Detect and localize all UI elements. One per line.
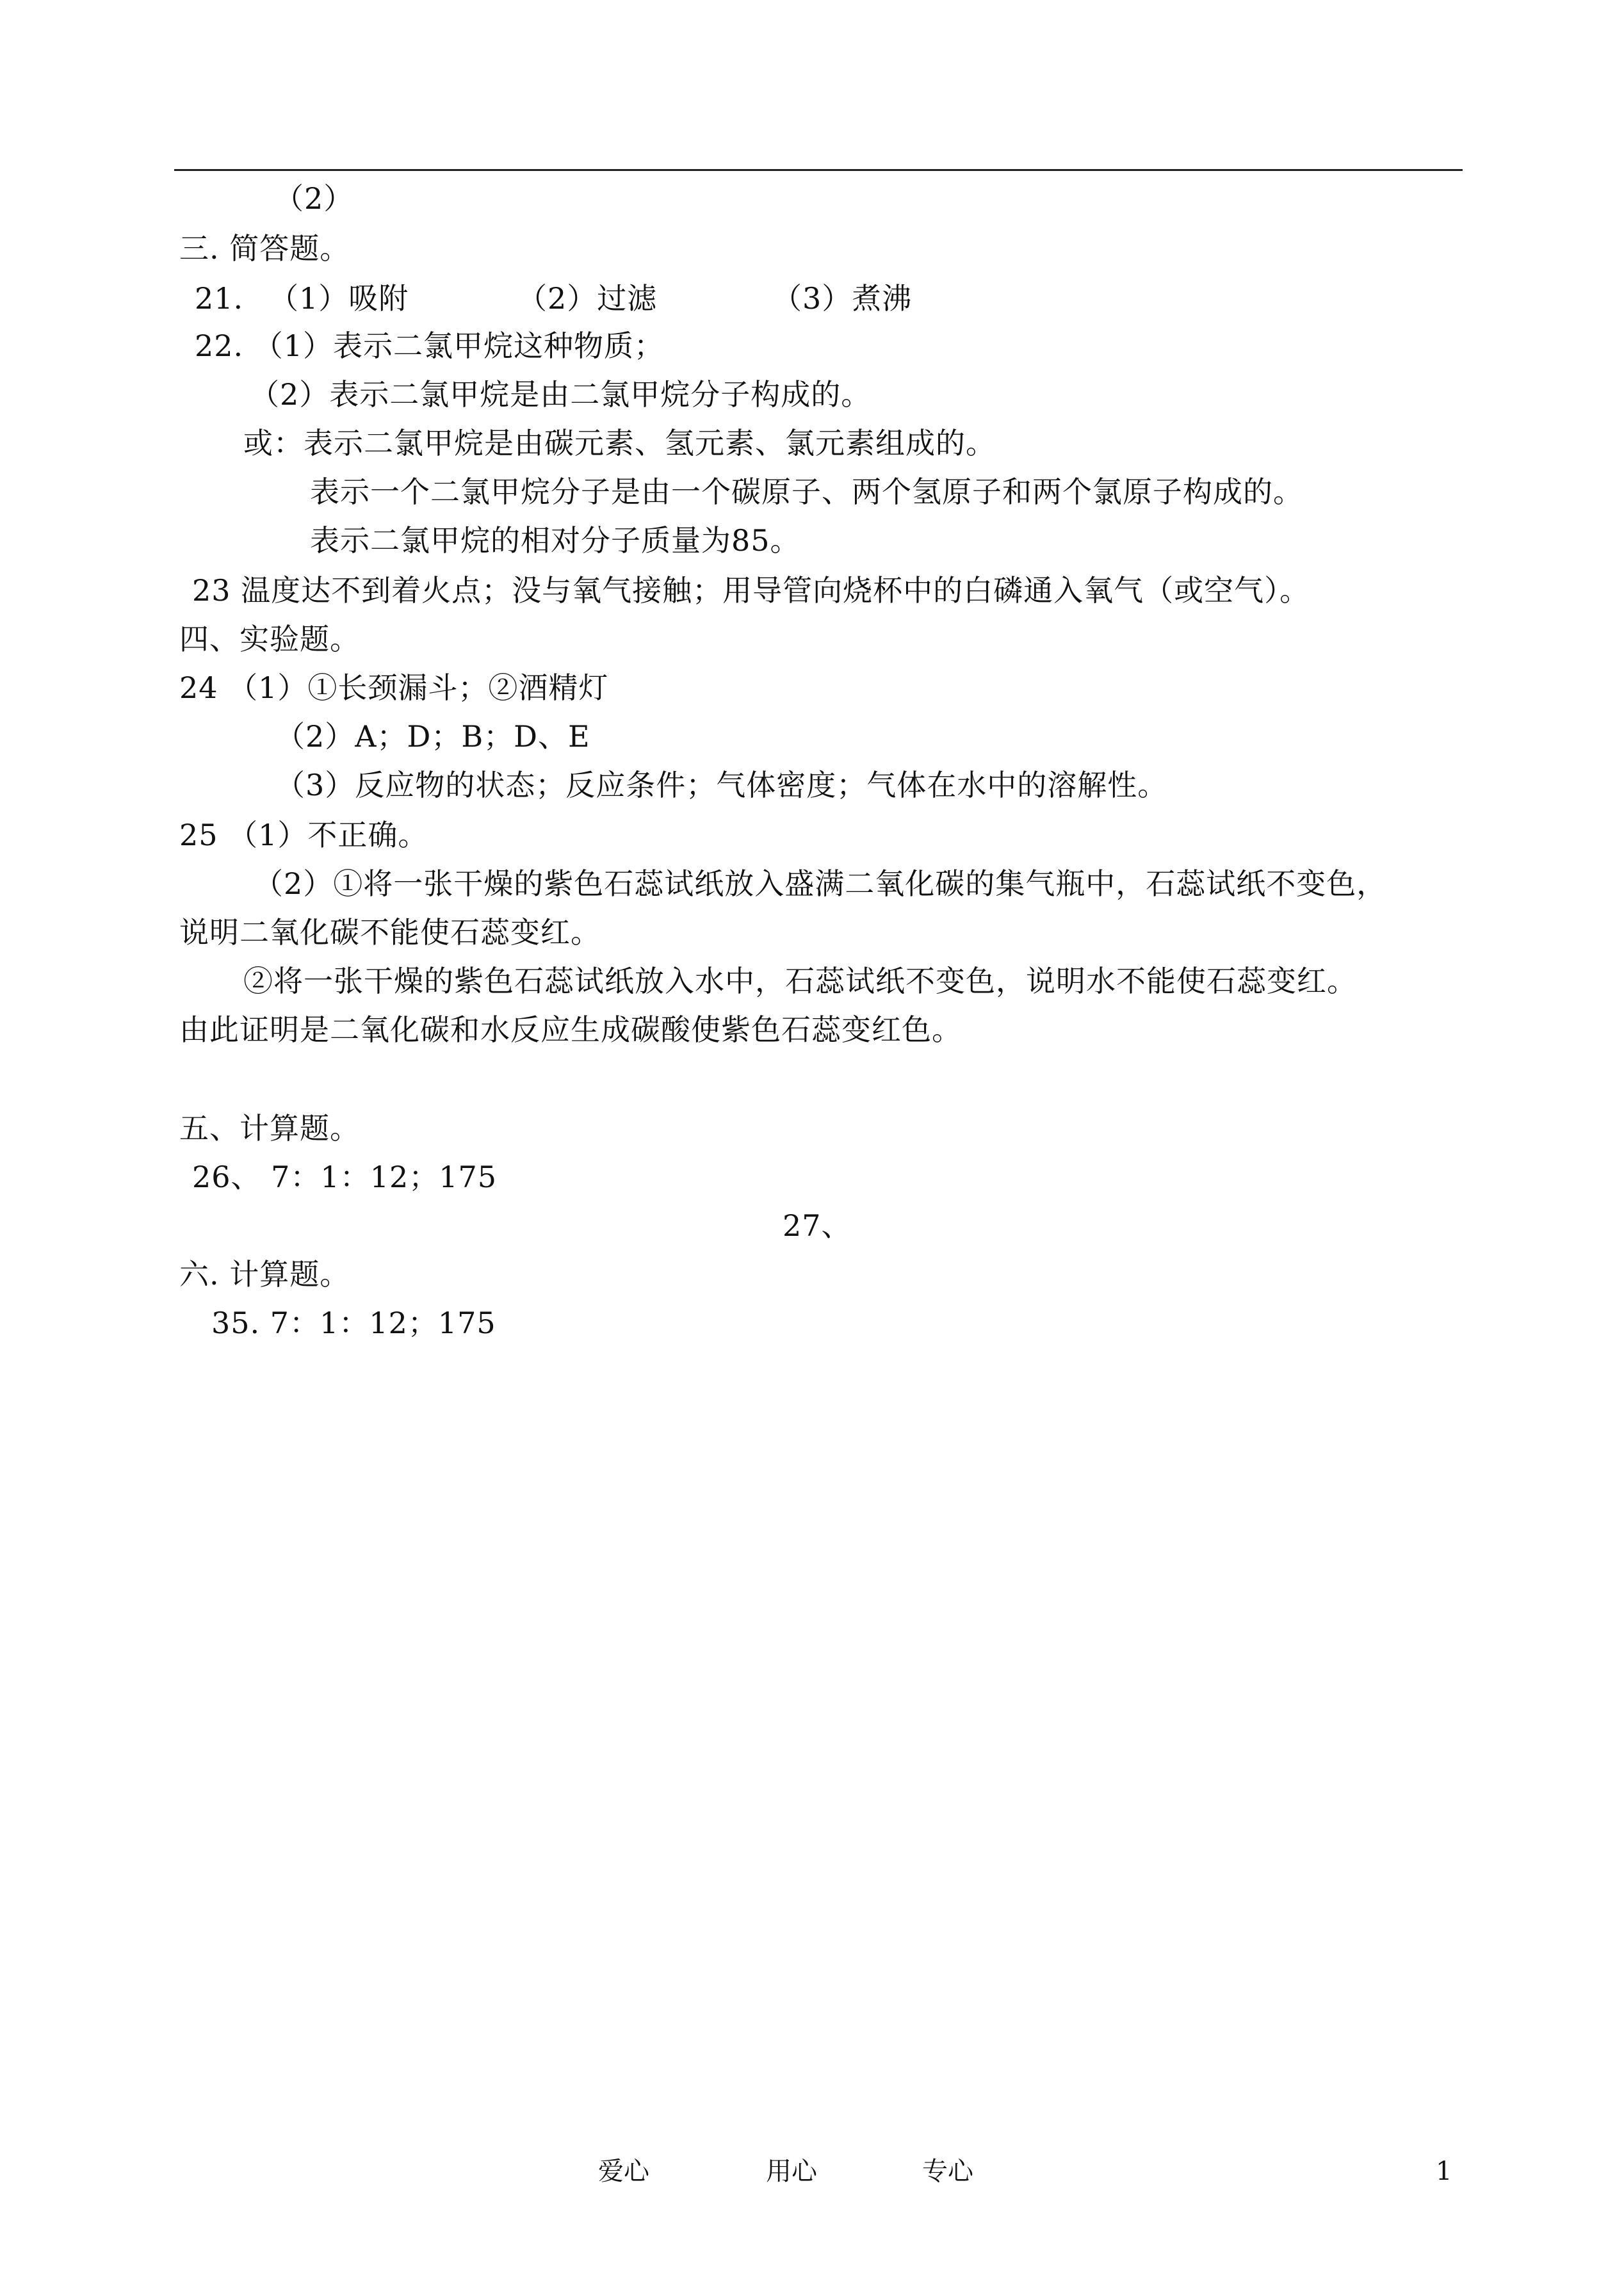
answer-item: （2）过滤 bbox=[517, 281, 658, 316]
header-rule bbox=[174, 169, 1463, 171]
page-number: 1 bbox=[1436, 2157, 1452, 2186]
answer-line: （2）A；D；B；D、E bbox=[275, 719, 590, 754]
footer-motto: 用心 bbox=[766, 2157, 817, 2186]
footer-motto: 专心 bbox=[922, 2157, 973, 2186]
answer-line: 或：表示二氯甲烷是由碳元素、氢元素、氯元素组成的。 bbox=[243, 426, 996, 460]
answer-line: （2）表示二氯甲烷是由二氯甲烷分子构成的。 bbox=[250, 377, 872, 412]
footer-motto: 爱心 bbox=[598, 2157, 649, 2186]
answer-line: 表示二氯甲烷的相对分子质量为85。 bbox=[310, 523, 800, 558]
answer-line: 23 温度达不到着火点；没与氧气接触；用导管向烧杯中的白磷通入氧气（或空气）。 bbox=[192, 573, 1310, 608]
answer-line: 25 （1）不正确。 bbox=[179, 818, 428, 852]
answer-item: （3）煮沸 bbox=[772, 281, 913, 316]
answer-line: 表示一个二氯甲烷分子是由一个碳原子、两个氢原子和两个氯原子构成的。 bbox=[310, 474, 1303, 509]
section-heading: 五、计算题。 bbox=[179, 1111, 360, 1146]
answer-line: （3）反应物的状态；反应条件；气体密度；气体在水中的溶解性。 bbox=[275, 768, 1168, 802]
answer-line: 27、 bbox=[783, 1208, 852, 1243]
answer-line: 26、 7：1：12；175 bbox=[192, 1160, 498, 1194]
answer-line: （2） bbox=[274, 181, 354, 216]
answer-line: 说明二氧化碳不能使石蕊变红。 bbox=[179, 915, 601, 950]
section-heading: 六. 计算题。 bbox=[179, 1257, 350, 1292]
answer-line: ②将一张干燥的紫色石蕊试纸放入水中，石蕊试纸不变色，说明水不能使石蕊变红。 bbox=[243, 964, 1357, 998]
answer-line: 24 （1）①长颈漏斗；②酒精灯 bbox=[179, 670, 609, 705]
answer-item: （1）吸附 bbox=[269, 281, 409, 316]
answer-line: （2）①将一张干燥的紫色石蕊试纸放入盛满二氧化碳的集气瓶中，石蕊试纸不变色， bbox=[254, 866, 1387, 901]
answer-line: 22. （1）表示二氯甲烷这种物质； bbox=[195, 328, 665, 363]
section-heading: 三. 简答题。 bbox=[179, 231, 350, 266]
question-number: 21. bbox=[195, 281, 244, 316]
answer-line: 由此证明是二氧化碳和水反应生成碳酸使紫色石蕊变红色。 bbox=[179, 1012, 962, 1047]
section-heading: 四、实验题。 bbox=[179, 622, 360, 656]
answer-line: 35. 7：1：12；175 bbox=[211, 1306, 496, 1340]
